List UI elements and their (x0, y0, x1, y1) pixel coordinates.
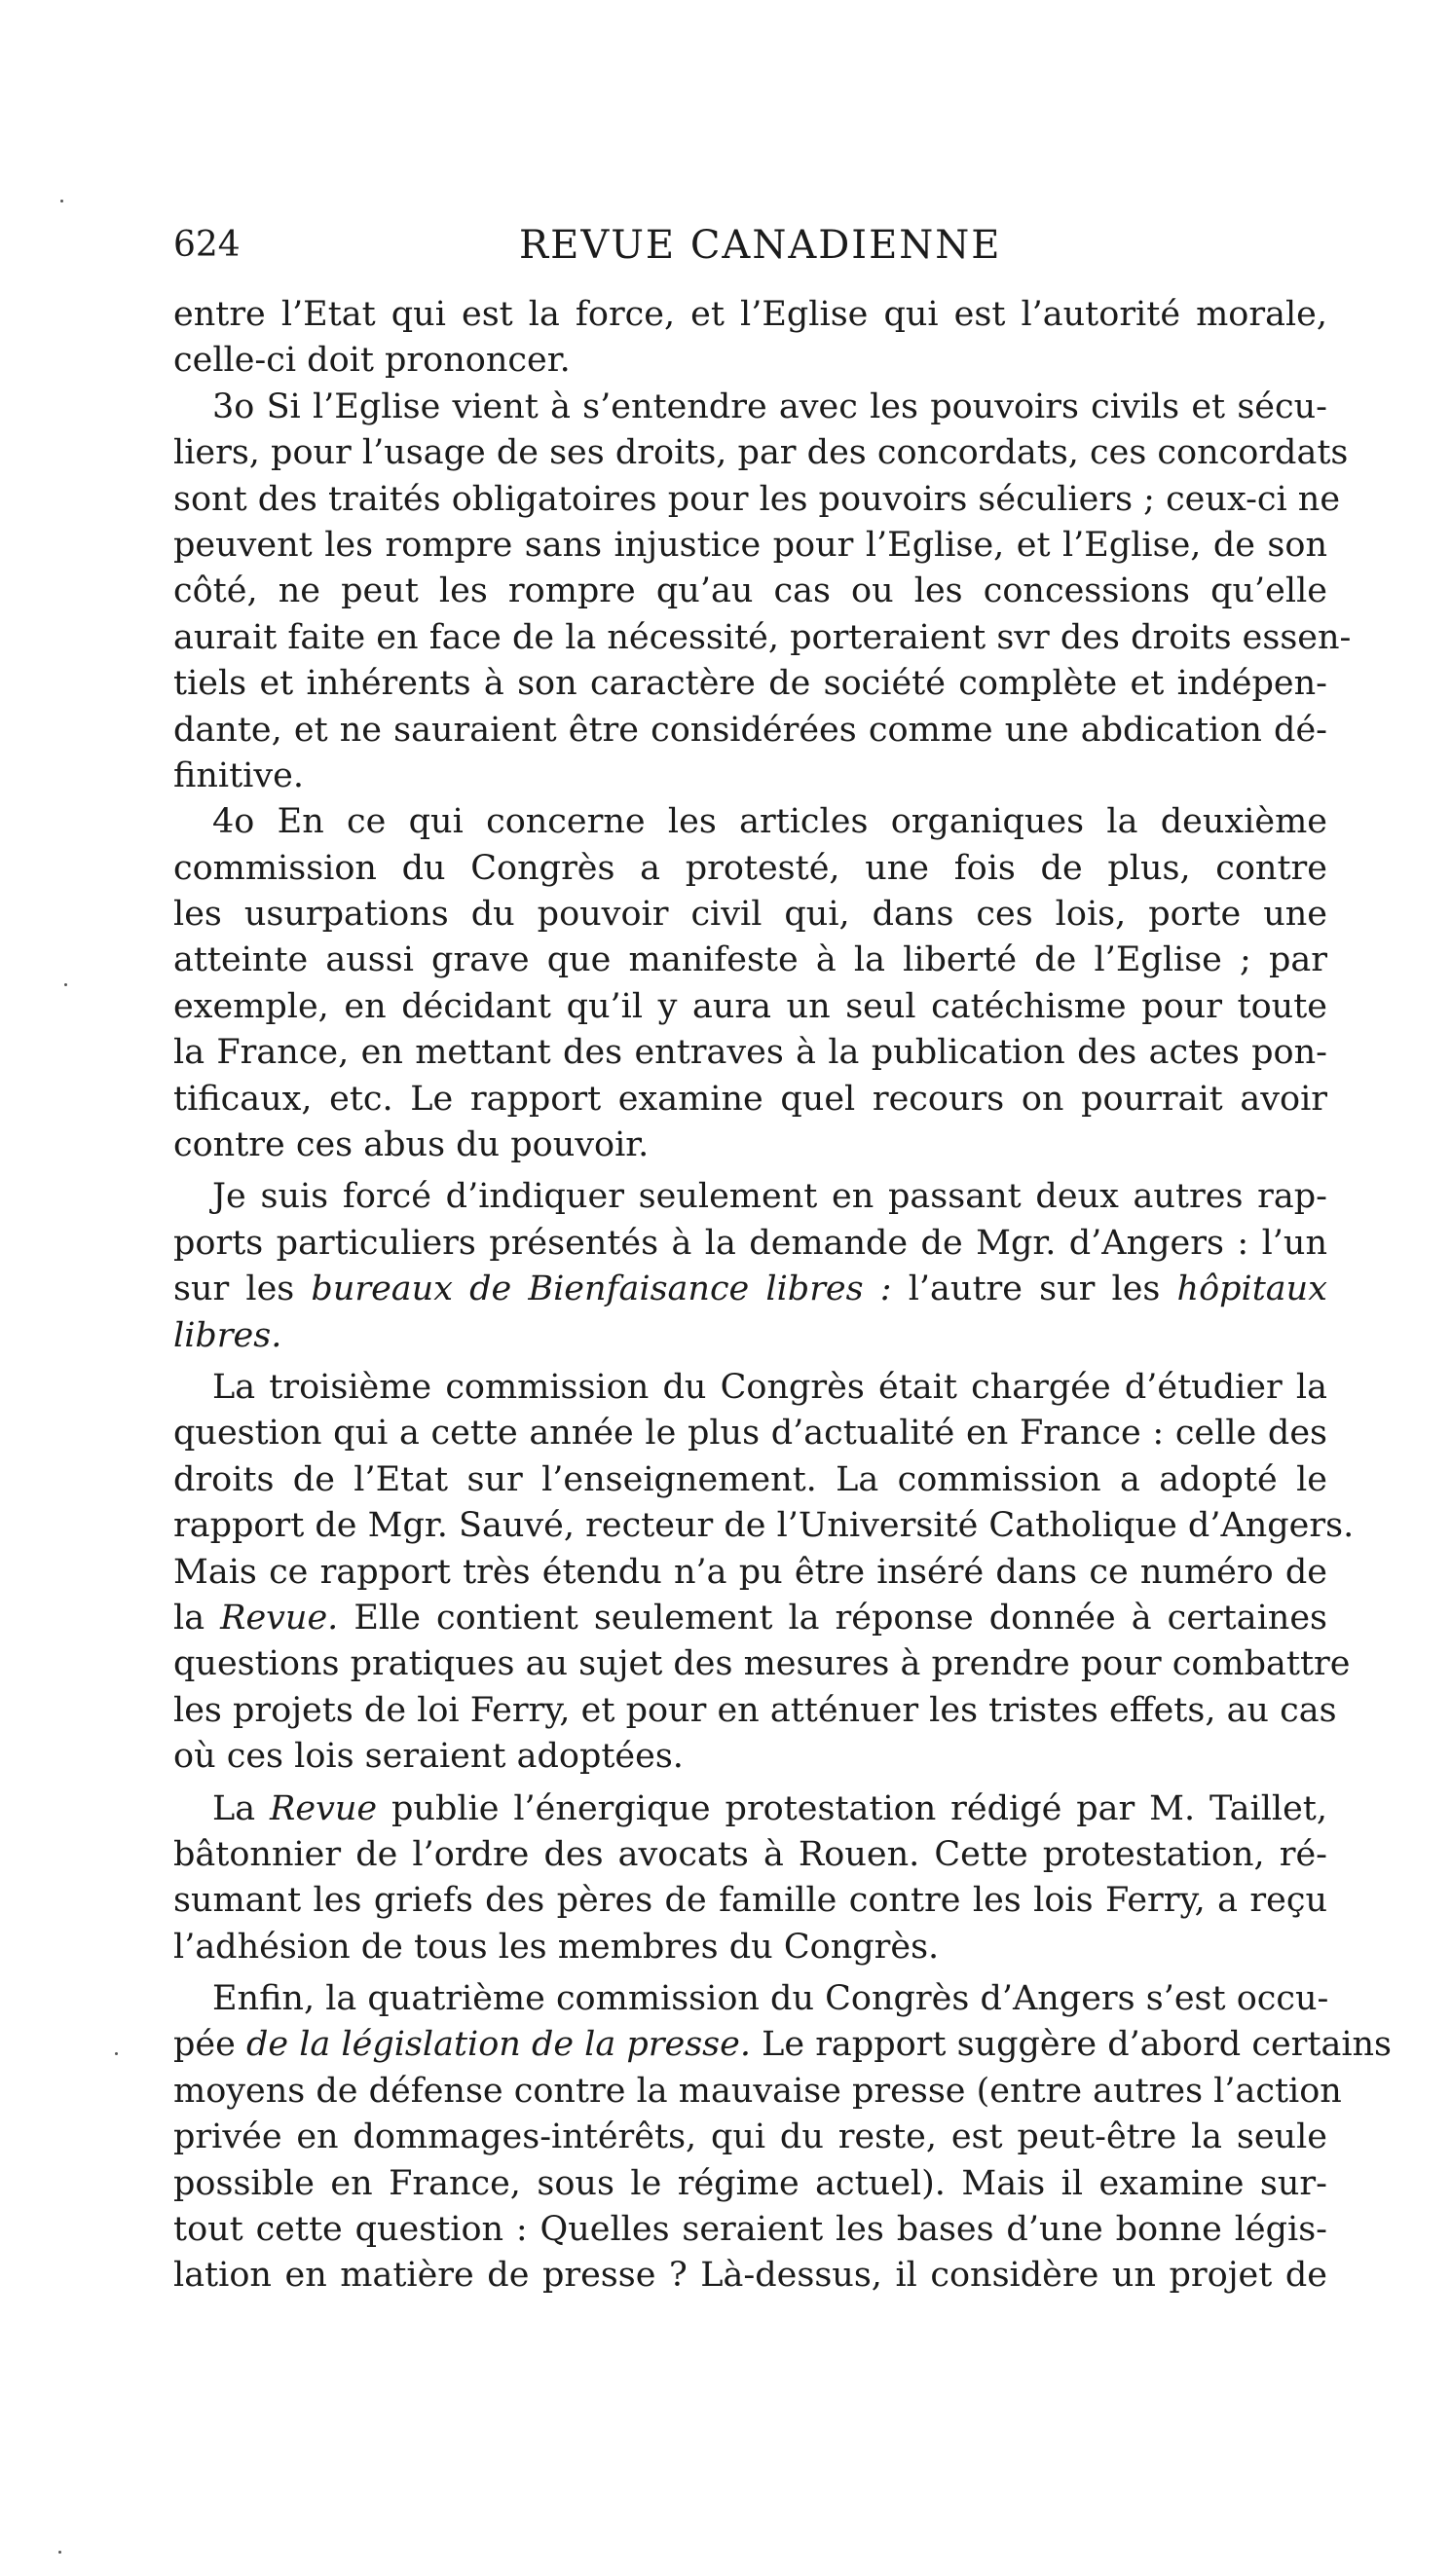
text-line: Je suis forcé d’indiquer seulement en passant deux autres rap- (212, 1177, 1327, 1217)
text-line: les projets de loi Ferry, et pour en atténuer les tristes effets, au cas (173, 1690, 1337, 1730)
text-line: l’adhésion de tous les membres du Congrès. (173, 1927, 940, 1967)
paragraph-number: 3o (212, 386, 255, 426)
text-line: possible en France, sous le régime actuel). Mais il examine sur- (173, 2163, 1327, 2203)
text-line: exemple, en décidant qu’il y aura un seul catéchisme pour toute (173, 986, 1327, 1026)
text-line: libres. (173, 1315, 282, 1355)
text-line: la Revue. Elle contient seulement la réponse donnée à certaines (173, 1598, 1327, 1638)
scan-speck (64, 983, 67, 986)
text-line: La troisième commission du Congrès était chargée d’étudier la (212, 1367, 1327, 1407)
text-line: tificaux, etc. Le rapport examine quel recours on pourrait avoir (173, 1079, 1327, 1119)
text-line: finitive. (173, 755, 304, 795)
paragraph-number: 4o (212, 802, 255, 842)
text-line: côté, ne peut les rompre qu’au cas ou les concessions qu’elle (173, 571, 1327, 611)
text-line: sont des traités obligatoires pour les pouvoirs séculiers ; ceux-ci ne (173, 479, 1341, 519)
text-line: pée de la législation de la presse. Le rapport suggère d’abord certains (173, 2025, 1393, 2065)
text-line: privée en dommages-intérêts, qui du reste, est peut-être la seule (173, 2117, 1327, 2157)
text-line: entre l’Etat qui est la force, et l’Eglise qui est l’autorité morale, (173, 295, 1327, 334)
page-header (173, 216, 1322, 275)
text-line: ports particuliers présentés à la demande de Mgr. d’Angers : l’un (173, 1223, 1327, 1263)
text-line: droits de l’Etat sur l’enseignement. La commission a adopté le (173, 1459, 1327, 1499)
text-line: question qui a cette année le plus d’actualité en France : celle des (173, 1414, 1327, 1454)
text-line: sumant les griefs des pères de famille contre les lois Ferry, a reçu (173, 1881, 1327, 1921)
text-line: Enfin, la quatrième commission du Congrès d’Angers s’est occu- (212, 1979, 1329, 2019)
text-line: rapport de Mgr. Sauvé, recteur de l’Université Catholique d’Angers. (173, 1506, 1355, 1546)
text-line: questions pratiques au sujet des mesures à prendre pour combattre (173, 1644, 1351, 1684)
text-line: moyens de défense contre la mauvaise presse (entre autres l’action (173, 2071, 1342, 2111)
text-line: bâtonnier de l’ordre des avocats à Rouen. Cette protestation, ré- (173, 1834, 1327, 1874)
text-line: atteinte aussi grave que manifeste à la liberté de l’Eglise ; par (173, 940, 1327, 980)
text-line: La Revue publie l’énergique protestation rédigé par M. Taillet, (212, 1788, 1327, 1828)
text-line: peuvent les rompre sans injustice pour l’Eglise, et l’Eglise, de son (173, 525, 1327, 565)
text-line: lation en matière de presse ? Là-dessus, il considère un projet de (173, 2256, 1327, 2296)
body-text (173, 292, 1393, 2300)
text-line: où ces lois seraient adoptées. (173, 1737, 684, 1777)
text-line: les usurpations du pouvoir civil qui, dans ces lois, porte une (173, 895, 1327, 935)
text-line: la France, en mettant des entraves à la publication des actes pon- (173, 1033, 1327, 1073)
scan-speck (115, 2052, 118, 2055)
page-number: 624 (173, 225, 241, 265)
text-line: sur les bureaux de Bienfaisance libres : l’autre sur les hôpitaux (173, 1270, 1327, 1309)
text-line: celle-ci doit prononcer. (173, 341, 571, 381)
text-line: Mais ce rapport très étendu n’a pu être inséré dans ce numéro de (173, 1552, 1327, 1592)
scan-speck (60, 200, 63, 202)
text-line: commission du Congrès a protesté, une fois de plus, contre (173, 848, 1327, 888)
scan-speck (58, 2551, 61, 2554)
text-line: liers, pour l’usage de ses droits, par des concordats, ces concordats (173, 433, 1349, 473)
text-line: tout cette question : Quelles seraient les bases d’une bonne légis- (173, 2210, 1327, 2250)
text-line: tiels et inhérents à son caractère de société complète et indépen- (173, 664, 1327, 704)
text-line: 4o En ce qui concerne les articles organiques la deuxième (212, 802, 1327, 842)
text-line: dante, et ne sauraient être considérées comme une abdication dé- (173, 710, 1327, 750)
text-line: contre ces abus du pouvoir. (173, 1125, 650, 1165)
running-title: REVUE CANADIENNE (519, 223, 1002, 268)
text-line: aurait faite en face de la nécessité, porteraient svr des droits essen- (173, 617, 1352, 657)
text-line: 3o Si l’Eglise vient à s’entendre avec les pouvoirs civils et sécu- (212, 386, 1327, 426)
